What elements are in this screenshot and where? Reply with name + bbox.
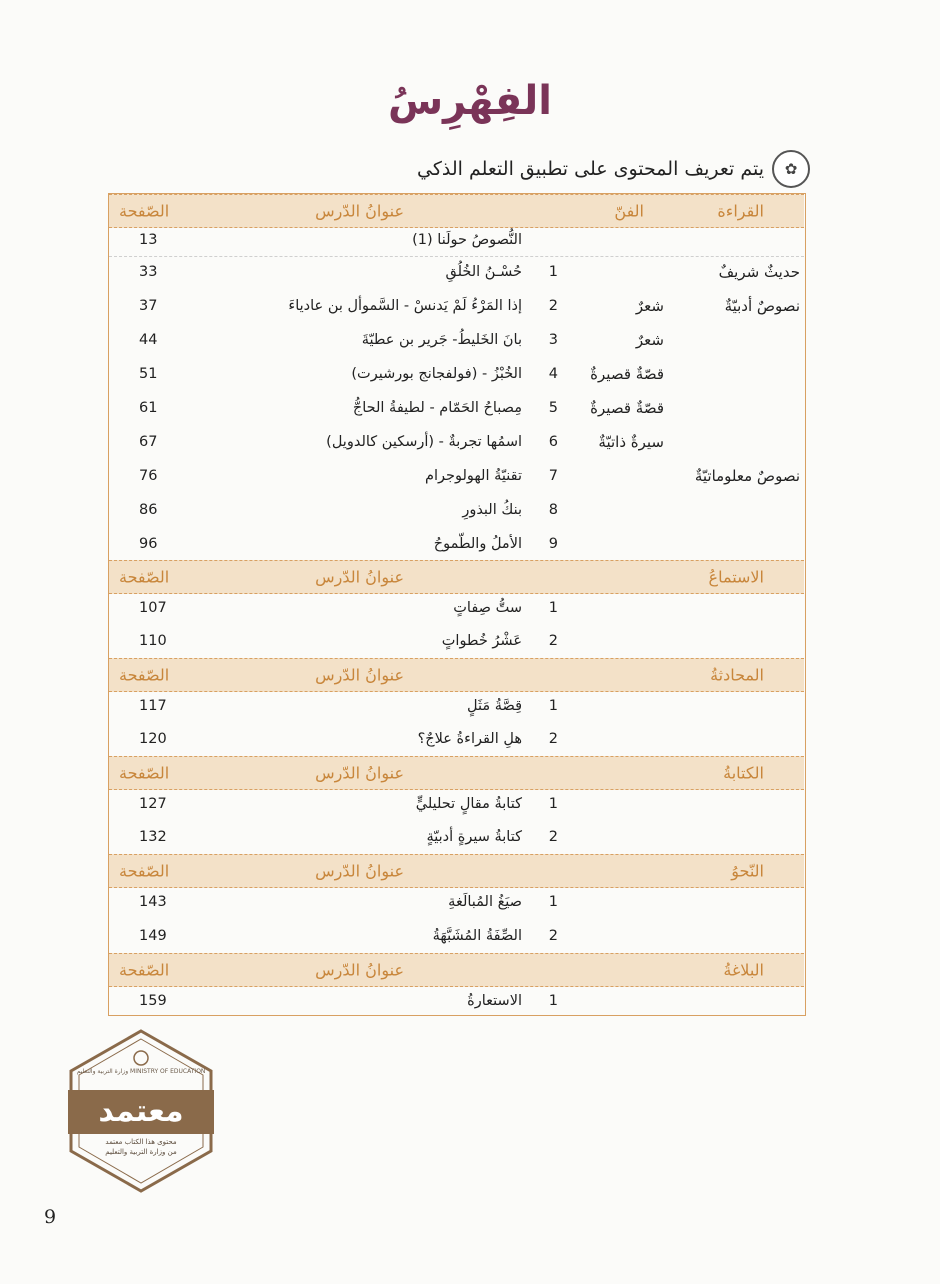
page-number-cell: 127 (139, 796, 167, 812)
section-header-listening (109, 560, 804, 594)
page-header: الصّفحة (119, 665, 170, 685)
category: حديثٌ شريفٌ (718, 263, 800, 281)
table-row (109, 224, 804, 256)
table-row (109, 592, 804, 624)
section-header-writing (109, 756, 804, 790)
table-row (109, 625, 804, 657)
table-row (109, 821, 804, 853)
lesson-header: عنوانُ الدّرس (315, 567, 404, 587)
page-header: الصّفحة (119, 861, 170, 881)
lesson-header: عنوانُ الدّرس (315, 763, 404, 783)
page-number-cell: 13 (139, 232, 158, 248)
lesson-number: 1 (548, 796, 558, 812)
genre: قصّةٌ قصيرةٌ (590, 399, 664, 417)
lesson-title: بانَ الخَليطُ- جَرير بن عطيّةَ (361, 332, 522, 348)
lesson-number: 4 (548, 366, 558, 382)
lesson-number: 1 (548, 264, 558, 280)
tree-icon: ✿ (772, 150, 810, 188)
lesson-title: ستُّ صِفاتٍ (453, 600, 522, 616)
section-header-conversation (109, 658, 804, 692)
lesson-title: حُسْـنُ الخُلُقِ (445, 264, 522, 280)
genre: شعرٌ (635, 331, 664, 349)
stamp-word: معتمد (98, 1094, 184, 1129)
lesson-header: عنوانُ الدّرس (315, 960, 404, 980)
section-name: البلاغةُ (723, 960, 764, 980)
table-of-contents (108, 193, 806, 1016)
lesson-number: 7 (548, 468, 558, 484)
page-header: الصّفحة (119, 763, 170, 783)
page-number-cell: 61 (139, 400, 158, 416)
table-row (109, 426, 804, 458)
smart-note-text: يتم تعريف المحتوى على تطبيق التعلم الذكي (416, 158, 764, 180)
genre: سيرةٌ ذاتيّةٌ (598, 433, 664, 451)
section-header-reading (109, 194, 804, 228)
lesson-header: عنوانُ الدّرس (315, 665, 404, 685)
page-number-cell: 110 (139, 633, 167, 649)
smart-learning-note (417, 150, 810, 188)
lesson-number: 5 (548, 400, 558, 416)
lesson-header: عنوانُ الدّرس (315, 861, 404, 881)
category: نصوصٌ أدبيّةٌ (724, 297, 800, 315)
table-row (109, 723, 804, 755)
page-header: الصّفحة (119, 960, 170, 980)
table-row (109, 920, 804, 952)
lesson-number: 1 (548, 993, 558, 1009)
page-number-cell: 51 (139, 366, 158, 382)
lesson-title: كتابةُ سيرةٍ أدبيّةٍ (426, 829, 522, 845)
lesson-number: 2 (548, 298, 558, 314)
page-number-cell: 33 (139, 264, 158, 280)
lesson-number: 1 (548, 698, 558, 714)
genre-header: الفنّ (614, 201, 644, 221)
table-row (109, 788, 804, 820)
page-number-cell: 76 (139, 468, 158, 484)
lesson-title: الأملُ والطّموحُ (433, 536, 522, 552)
approval-stamp (68, 1028, 214, 1194)
table-row (109, 256, 804, 288)
section-name: النّحوُ (731, 861, 764, 881)
table-row (109, 886, 804, 918)
lesson-number: 6 (548, 434, 558, 450)
page-number-cell: 96 (139, 536, 158, 552)
lesson-title: الاستعارةُ (467, 993, 522, 1009)
page-header: الصّفحة (119, 201, 170, 221)
page-number-cell: 117 (139, 698, 167, 714)
table-row (109, 460, 804, 492)
lesson-title: النُّصوصُ حولَنا (1) (412, 232, 522, 248)
lesson-number: 8 (548, 502, 558, 518)
lesson-title: اسمُها تجربةٌ - (أرسكين كالدويل) (326, 434, 522, 450)
table-row (109, 290, 804, 322)
lesson-number: 1 (548, 894, 558, 910)
page-number-cell: 107 (139, 600, 167, 616)
lesson-number: 2 (548, 928, 558, 944)
lesson-title: تقنيّةُ الهولوجرام (424, 468, 522, 484)
table-row (109, 324, 804, 356)
lesson-title: مِصباحُ الحَمّام - لطيفةُ الحاجُّ (352, 400, 522, 416)
page-number: 9 (44, 1206, 57, 1228)
lesson-title: هلِ القراءةُ علاجٌ؟ (417, 731, 522, 747)
lesson-title: عَشْرُ خُطواتٍ (441, 633, 522, 649)
page-header: الصّفحة (119, 567, 170, 587)
lesson-number: 2 (548, 829, 558, 845)
page-number-cell: 37 (139, 298, 158, 314)
table-row (109, 985, 804, 1017)
lesson-title: إذا المَرْءُ لَمْ يَدنسْ - السَّموأل بن عادياءَ (288, 298, 522, 314)
page-number-cell: 86 (139, 502, 158, 518)
lesson-title: بنكُ البذورِ (462, 502, 522, 518)
section-name: المحادثةُ (710, 665, 764, 685)
lesson-number: 2 (548, 731, 558, 747)
lesson-title: قِصَّةُ مَثَلٍ (466, 698, 522, 714)
section-name: القراءة (717, 201, 764, 221)
page-number-cell: 159 (139, 993, 167, 1009)
table-row (109, 494, 804, 526)
genre: شعرٌ (635, 297, 664, 315)
table-row (109, 528, 804, 560)
page-number-cell: 132 (139, 829, 167, 845)
section-name: الكتابةُ (723, 763, 764, 783)
page-number-cell: 143 (139, 894, 167, 910)
lesson-title: الصِّفَةُ المُشَبَّهَةُ (432, 928, 522, 944)
ministry-name: وزارة التربية والتعليم MINISTRY OF EDUCATION (76, 1068, 206, 1075)
page-number-cell: 120 (139, 731, 167, 747)
lesson-header: عنوانُ الدّرس (315, 201, 404, 221)
category: نصوصٌ معلوماتيّةٌ (694, 467, 800, 485)
page-title: الفِهْرِسُ (387, 78, 552, 124)
genre: قصّةٌ قصيرةٌ (590, 365, 664, 383)
table-row (109, 358, 804, 390)
page-number-cell: 67 (139, 434, 158, 450)
page-number-cell: 44 (139, 332, 158, 348)
stamp-caption: من وزارة التربية والتعليم (105, 1148, 177, 1156)
table-row (109, 392, 804, 424)
lesson-number: 1 (548, 600, 558, 616)
lesson-number: 2 (548, 633, 558, 649)
lesson-title: كتابةُ مقالٍ تحليليٍّ (415, 796, 522, 812)
section-name: الاستماعُ (708, 567, 764, 587)
stamp-caption: محتوى هذا الكتاب معتمد (105, 1138, 177, 1146)
lesson-title: الخُبْزُ - (فولفجانج بورشيرت) (351, 366, 522, 382)
section-header-rhetoric (109, 953, 804, 987)
lesson-number: 3 (548, 332, 558, 348)
table-row (109, 690, 804, 722)
lesson-title: صيَغُ المُبالَغةِ (448, 894, 522, 910)
section-header-grammar (109, 854, 804, 888)
page-number-cell: 149 (139, 928, 167, 944)
lesson-number: 9 (548, 536, 558, 552)
